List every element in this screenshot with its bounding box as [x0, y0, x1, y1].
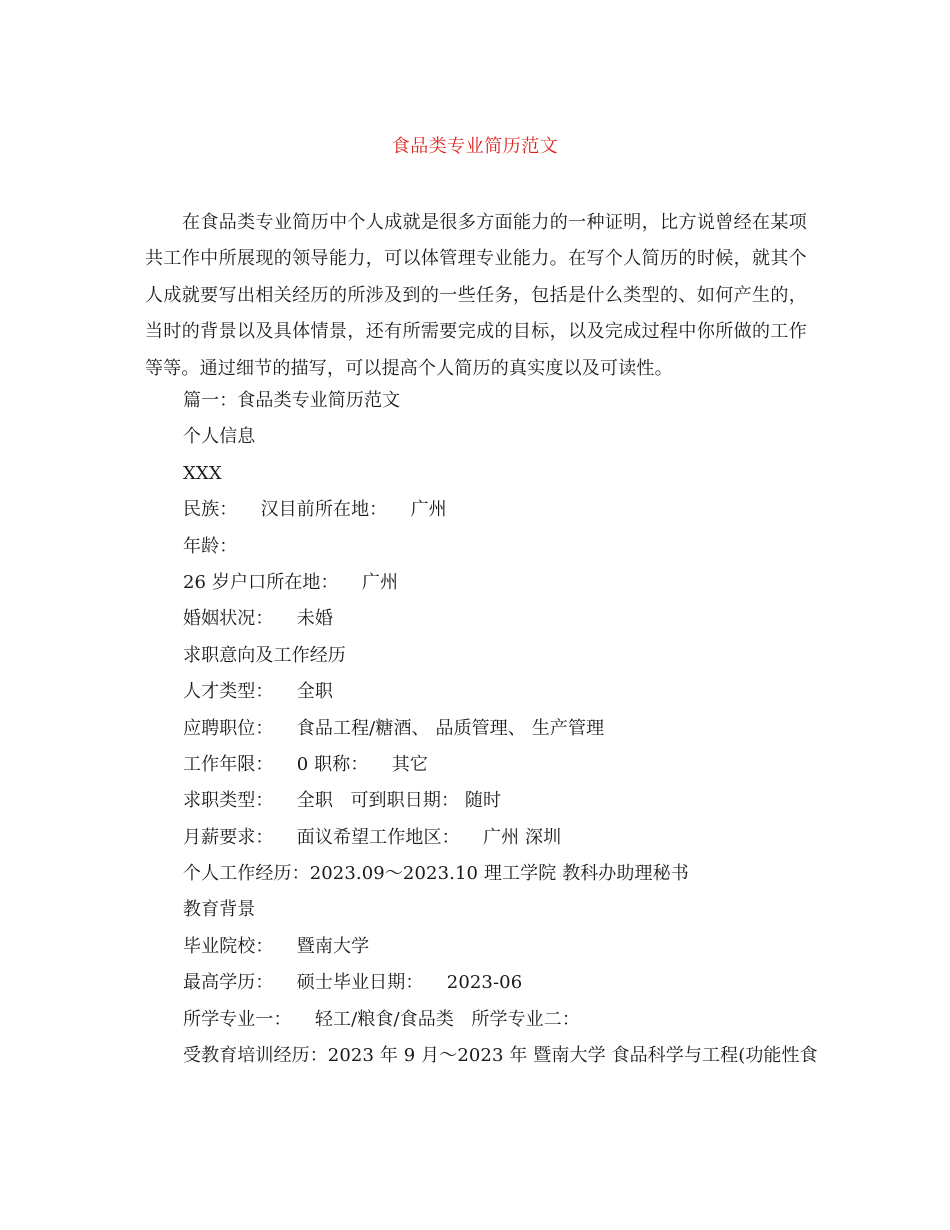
- section-heading-personal-info: 个人信息: [183, 426, 256, 448]
- job-type-start-date-line: 求职类型： 全职 可到职日期： 随时: [183, 790, 502, 812]
- position-applied-line: 应聘职位： 食品工程/糖酒、 品质管理、 生产管理: [183, 717, 605, 739]
- age-hukou-line: 26 岁户口所在地： 广州: [183, 571, 399, 593]
- document-title: 食品类专业简历范文: [391, 136, 559, 157]
- section-heading-job-intent: 求职意向及工作经历: [183, 644, 346, 666]
- resume-lines: [183, 383, 823, 1074]
- talent-type-line: 人才类型： 全职: [183, 681, 333, 703]
- work-years-title-line: 工作年限： 0 职称： 其它: [183, 753, 428, 775]
- graduate-school-line: 毕业院校： 暨南大学: [183, 935, 370, 957]
- work-experience-line: 个人工作经历：2023.09～2023.10 理工学院 教科办助理秘书: [183, 863, 689, 885]
- degree-graduation-line: 最高学历： 硕士毕业日期： 2023-06: [183, 972, 523, 994]
- age-label-line: 年龄：: [183, 535, 238, 557]
- majors-line: 所学专业一： 轻工/粮食/食品类 所学专业二：: [183, 1008, 580, 1030]
- marital-status-line: 婚姻状况： 未婚: [183, 608, 333, 630]
- training-experience-line: 受教育培训经历：2023 年 9 月～2023 年 暨南大学 食品科学与工程(功能性食: [183, 1045, 818, 1067]
- section-heading-sample-one: 篇一：食品类专业简历范文: [183, 390, 401, 411]
- salary-region-line: 月薪要求： 面议希望工作地区： 广州 深圳: [183, 826, 562, 848]
- section-heading-education: 教育背景: [183, 899, 256, 921]
- applicant-name: XXX: [183, 462, 222, 484]
- ethnicity-location-line: 民族： 汉目前所在地： 广州: [183, 499, 447, 521]
- intro-paragraph: 在食品类专业简历中个人成就是很多方面能力的一种证明，比方说曾经在某项共工作中所展现的领导能力，可以体管理专业能力。在写个人简历的时候，就其个人成就要写出相关经历的所涉及到的一些任务，包括是什么类型的、如何产生的，当时的背景以及具体情景，还有所需要完成的目标，以及完成过程中你所做的工作等等。通过细节的描写，可以提高个人简历的真实度以及可读性。: [145, 212, 807, 379]
